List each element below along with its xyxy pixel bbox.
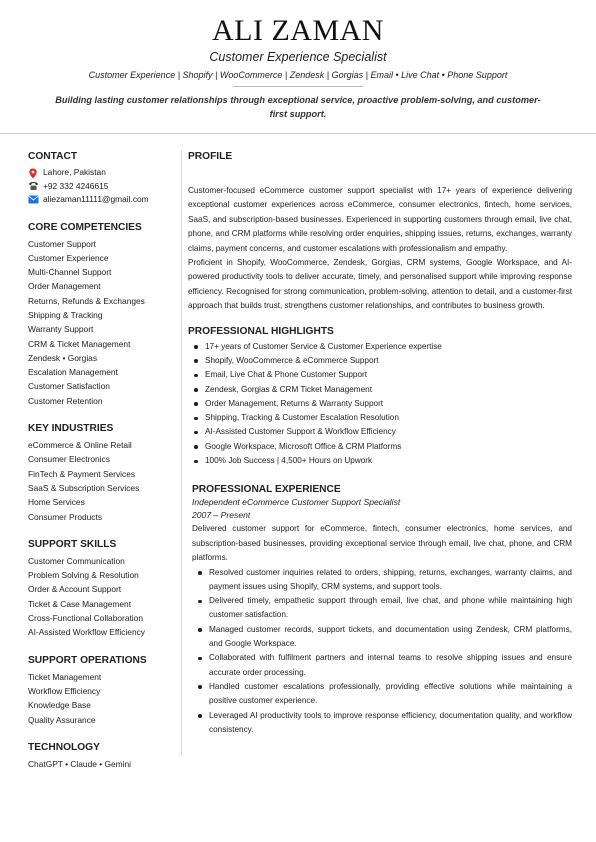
list-item: Zendesk • Gorgias: [28, 352, 98, 363]
list-item: FinTech & Payment Services: [28, 468, 136, 479]
list-item: Zendesk, Gorgias & CRM Ticket Management: [188, 383, 572, 397]
list-item: Cross-Functional Collaboration: [28, 613, 143, 624]
sidebar: [28, 151, 176, 786]
list-item: Customer Support: [28, 238, 96, 249]
technology-section: [28, 742, 176, 771]
support-operations-section: [28, 655, 176, 727]
list-item: Order & Account Support: [28, 584, 122, 595]
list-item: 100% Job Success | 4,500+ Hours on Upwork: [188, 454, 572, 468]
list-item: Quality Assurance: [28, 714, 96, 725]
section-title: SUPPORT OPERATIONS: [28, 654, 147, 666]
section-title: TECHNOLOGY: [28, 741, 100, 753]
list-item: eCommerce & Online Retail: [28, 440, 132, 451]
header-divider: [233, 86, 363, 87]
main-content: [188, 151, 572, 737]
location-pin-icon: [28, 168, 39, 178]
list-item: Order Management, Returns & Warranty Support: [188, 397, 572, 411]
section-title: PROFESSIONAL EXPERIENCE: [192, 484, 341, 496]
list-item: Shipping, Tracking & Customer Escalation Resolution: [188, 411, 572, 425]
page-divider: [0, 133, 596, 134]
list-item: Shopify, WooCommerce & eCommerce Support: [188, 354, 572, 368]
list-item: Consumer Products: [28, 511, 103, 522]
key-industries-section: [28, 423, 176, 524]
list-item: Warranty Support: [28, 324, 94, 335]
highlights-list: [188, 340, 572, 469]
profile-paragraph: Customer-focused eCommerce customer support specialist with 17+ years of experience delivering exceptional customer experiences across eCommerce, consumer electronics, fintech, home services, SaaS, and subscription-based businesses. Experienced in supporting customers through email, live chat, phone, and CRM platforms while resolving order enquiries, shipping issues, returns, exchanges, warranty claims, payment concerns, and customer escalations with professionalism and empathy.: [188, 186, 572, 253]
experience-list: [192, 566, 572, 738]
list-item: Consumer Electronics: [28, 454, 110, 465]
list-item: Workflow Efficiency: [28, 685, 101, 696]
list-item: Knowledge Base: [28, 700, 91, 711]
contact-email: [28, 193, 176, 207]
list-item: Google Workspace, Microsoft Office & CRM Platforms: [188, 440, 572, 454]
list-item: Ticket & Case Management: [28, 598, 132, 609]
section-title: PROFILE: [188, 151, 233, 162]
experience-section: [188, 484, 572, 737]
list-item: Resolved customer inquiries related to orders, shipping, returns, exchanges, warranty claims, and payment issues using Shopify, CRM systems, and support tools.: [192, 566, 572, 595]
list-item: Escalation Management: [28, 367, 118, 378]
resume-header: [0, 0, 596, 121]
contact-section: [28, 151, 176, 207]
keyword-line: Customer Experience | Shopify | WooCommerce | Zendesk | Gorgias | Email • Live Chat • Phone Support: [88, 70, 508, 80]
candidate-name: ALI ZAMAN: [212, 14, 384, 47]
section-title: KEY INDUSTRIES: [28, 423, 114, 435]
list-item: Leveraged AI productivity tools to improve response efficiency, documentation quality, and workflow consistency.: [192, 709, 572, 738]
experience-summary: Delivered customer support for eCommerce, fintech, consumer electronics, home services, and subscription-based businesses, providing exceptional service through email, live chat, phone, and CRM platforms.: [192, 524, 572, 563]
list-item: Customer Communication: [28, 555, 125, 566]
list-item: Email, Live Chat & Phone Customer Support: [188, 368, 572, 382]
list-item: Ticket Management: [28, 671, 102, 682]
list-item: Delivered timely, empathetic support through email, live chat, and phone while maintaining high customer satisfaction.: [192, 594, 572, 623]
list-item: 17+ years of Customer Service & Customer Experience expertise: [188, 340, 572, 354]
list-item: Collaborated with fulfilment partners and internal teams to resolve shipping issues and ensure accurate order processing.: [192, 651, 572, 680]
list-item: Customer Experience: [28, 252, 109, 263]
list-item: Customer Satisfaction: [28, 381, 110, 392]
contact-phone: [28, 180, 176, 194]
list-item: ChatGPT • Claude • Gemini: [28, 758, 131, 769]
core-competencies-section: [28, 222, 176, 409]
highlights-section: [188, 326, 572, 469]
email-icon: [28, 195, 39, 205]
phone-text[interactable]: +92 332 4246615: [43, 180, 109, 191]
section-title: SUPPORT SKILLS: [28, 538, 117, 550]
list-item: Shipping & Tracking: [28, 309, 103, 320]
list-item: CRM & Ticket Management: [28, 338, 131, 349]
profile-section: [188, 151, 572, 314]
location-text: Lahore, Pakistan: [43, 167, 106, 177]
list-item: Managed customer records, support tickets, and documentation using Zendesk, CRM platforms, and Google Workspace.: [192, 623, 572, 652]
list-item: SaaS & Subscription Services: [28, 482, 140, 493]
role-dates: 2007 – Present: [192, 510, 251, 521]
section-title: CONTACT: [28, 151, 78, 162]
list-item: Problem Solving & Resolution: [28, 570, 139, 581]
support-skills-section: [28, 539, 176, 640]
list-item: Order Management: [28, 281, 101, 292]
column-divider: [181, 150, 182, 755]
list-item: AI-Assisted Customer Support & Workflow Efficiency: [188, 425, 572, 439]
list-item: Returns, Refunds & Exchanges: [28, 295, 145, 306]
role-title: Independent eCommerce Customer Support Specialist: [192, 497, 401, 508]
list-item: Multi-Channel Support: [28, 267, 112, 278]
list-item: Home Services: [28, 497, 85, 508]
section-title: PROFESSIONAL HIGHLIGHTS: [188, 325, 334, 337]
email-text[interactable]: aliezaman11111@gmail.com: [43, 194, 149, 204]
profile-paragraph: Proficient in Shopify, WooCommerce, Zendesk, Gorgias, CRM systems, Google Workspace, and AI-powered productivity tools to deliver accurate, timely, and personalised support while improving response efficiency. Recognised for strong communication, problem-solving, attention to detail, and a customer-first approach that builds trust, strengthens customer relationships, and contributes to business growth.: [188, 258, 572, 311]
tagline: Building lasting customer relationships through exceptional service, proactive problem-solving, and customer-first support.: [55, 95, 541, 119]
contact-location: [28, 166, 176, 180]
job-title: Customer Experience Specialist: [209, 50, 387, 64]
section-title: CORE COMPETENCIES: [28, 221, 142, 233]
list-item: Customer Retention: [28, 395, 103, 406]
list-item: AI-Assisted Workflow Efficiency: [28, 627, 145, 638]
list-item: Handled customer escalations professionally, providing effective solutions while maintaining a positive customer experience.: [192, 680, 572, 709]
phone-icon: [28, 181, 39, 191]
